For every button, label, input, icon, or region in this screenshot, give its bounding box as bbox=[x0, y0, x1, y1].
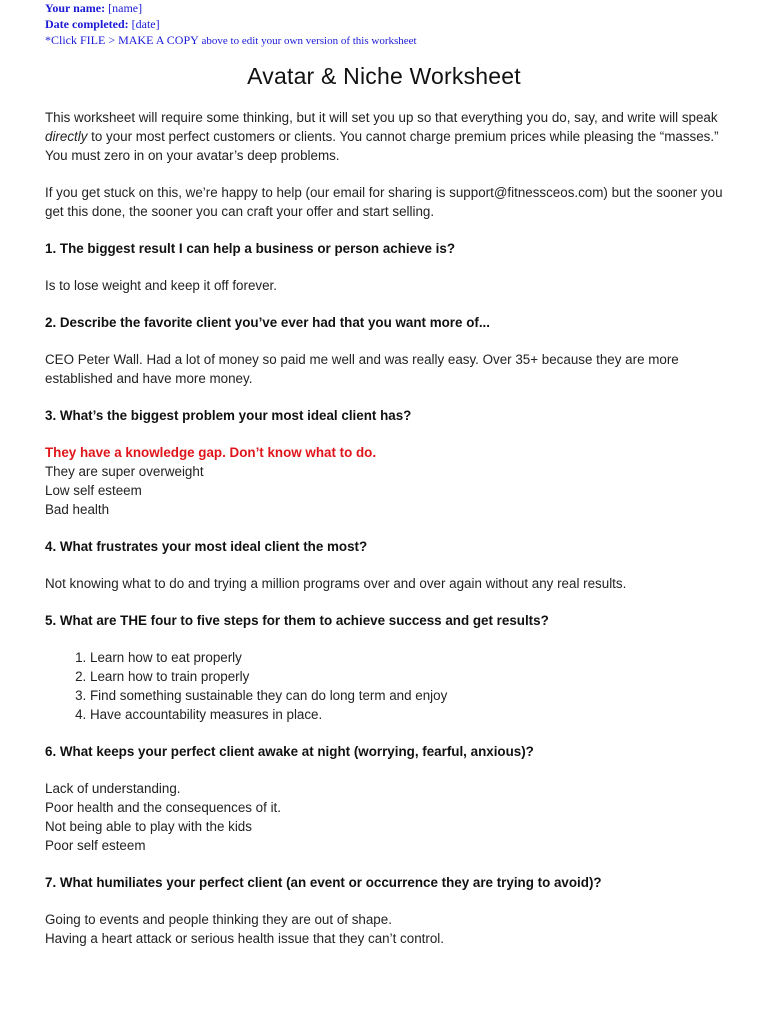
question-3: 3. What’s the biggest problem your most ideal client has? bbox=[45, 408, 412, 423]
copy-instruction-suffix: above to edit your own version of this worksheet bbox=[198, 35, 417, 47]
date-label: Date completed: bbox=[45, 17, 129, 31]
step-item: 2. Learn how to train properly bbox=[90, 667, 735, 686]
step-item: 1. Learn how to eat properly bbox=[90, 648, 735, 667]
answer-6-line: Lack of understanding. bbox=[45, 781, 181, 796]
answer-6-line: Poor health and the consequences of it. bbox=[45, 800, 281, 815]
page-title: Avatar & Niche Worksheet bbox=[247, 63, 521, 89]
question-5: 5. What are THE four to five steps for them to achieve success and get results? bbox=[45, 613, 549, 628]
intro-text-a: This worksheet will require some thinking, but it will set you up so that everything you do, say, and write will speak bbox=[45, 110, 718, 125]
answer-3-line: Low self esteem bbox=[45, 483, 142, 498]
date-line bbox=[45, 16, 417, 32]
answer-3-line: Bad health bbox=[45, 502, 110, 517]
name-value[interactable]: [name] bbox=[108, 1, 143, 15]
intro-paragraph-2: If you get stuck on this, we’re happy to help (our email for sharing is support@fitnessceos.com) but the sooner you get this done, the sooner you can craft your offer and start selling. bbox=[45, 185, 723, 219]
copy-instruction-prefix: *Click FILE > MAKE A COPY bbox=[45, 33, 199, 47]
question-4: 4. What frustrates your most ideal client the most? bbox=[45, 539, 368, 554]
intro-paragraph-1 bbox=[45, 108, 735, 165]
step-item: 4. Have accountability measures in place. bbox=[90, 705, 735, 724]
answer-7[interactable] bbox=[45, 910, 735, 948]
name-label: Your name: bbox=[45, 1, 106, 15]
answer-3[interactable] bbox=[45, 443, 735, 519]
question-1: 1. The biggest result I can help a business or person achieve is? bbox=[45, 241, 456, 256]
answer-3-line: They are super overweight bbox=[45, 464, 204, 479]
question-7: 7. What humiliates your perfect client (an event or occurrence they are trying to avoid)? bbox=[45, 875, 602, 890]
answer-5-steps-list[interactable] bbox=[45, 648, 735, 724]
answer-6-line: Not being able to play with the kids bbox=[45, 819, 252, 834]
name-line bbox=[45, 0, 417, 16]
answer-6-line: Poor self esteem bbox=[45, 838, 146, 853]
question-2: 2. Describe the favorite client you’ve ever had that you want more of... bbox=[45, 315, 490, 330]
answer-7-line: Having a heart attack or serious health issue that they can’t control. bbox=[45, 931, 444, 946]
intro-text-b: to your most perfect customers or clients. You cannot charge premium prices while pleasing the “masses.” You must zero in on your avatar’s deep problems. bbox=[45, 129, 719, 163]
answer-2[interactable]: CEO Peter Wall. Had a lot of money so paid me well and was really easy. Over 35+ because they are more established and have more money. bbox=[45, 352, 679, 386]
answer-1[interactable]: Is to lose weight and keep it off forever. bbox=[45, 278, 277, 293]
answer-7-line: Going to events and people thinking they are out of shape. bbox=[45, 912, 392, 927]
date-value[interactable]: [date] bbox=[131, 17, 160, 31]
worksheet-header bbox=[45, 0, 417, 49]
copy-instruction bbox=[45, 32, 417, 49]
answer-4[interactable]: Not knowing what to do and trying a million programs over and over again without any real results. bbox=[45, 576, 627, 591]
step-item: 3. Find something sustainable they can do long term and enjoy bbox=[90, 686, 735, 705]
question-6: 6. What keeps your perfect client awake at night (worrying, fearful, anxious)? bbox=[45, 744, 534, 759]
answer-3-highlight: They have a knowledge gap. Don’t know what to do. bbox=[45, 445, 377, 460]
intro-emphasis: directly bbox=[45, 129, 88, 144]
answer-6[interactable] bbox=[45, 779, 735, 855]
worksheet-body bbox=[45, 108, 735, 966]
